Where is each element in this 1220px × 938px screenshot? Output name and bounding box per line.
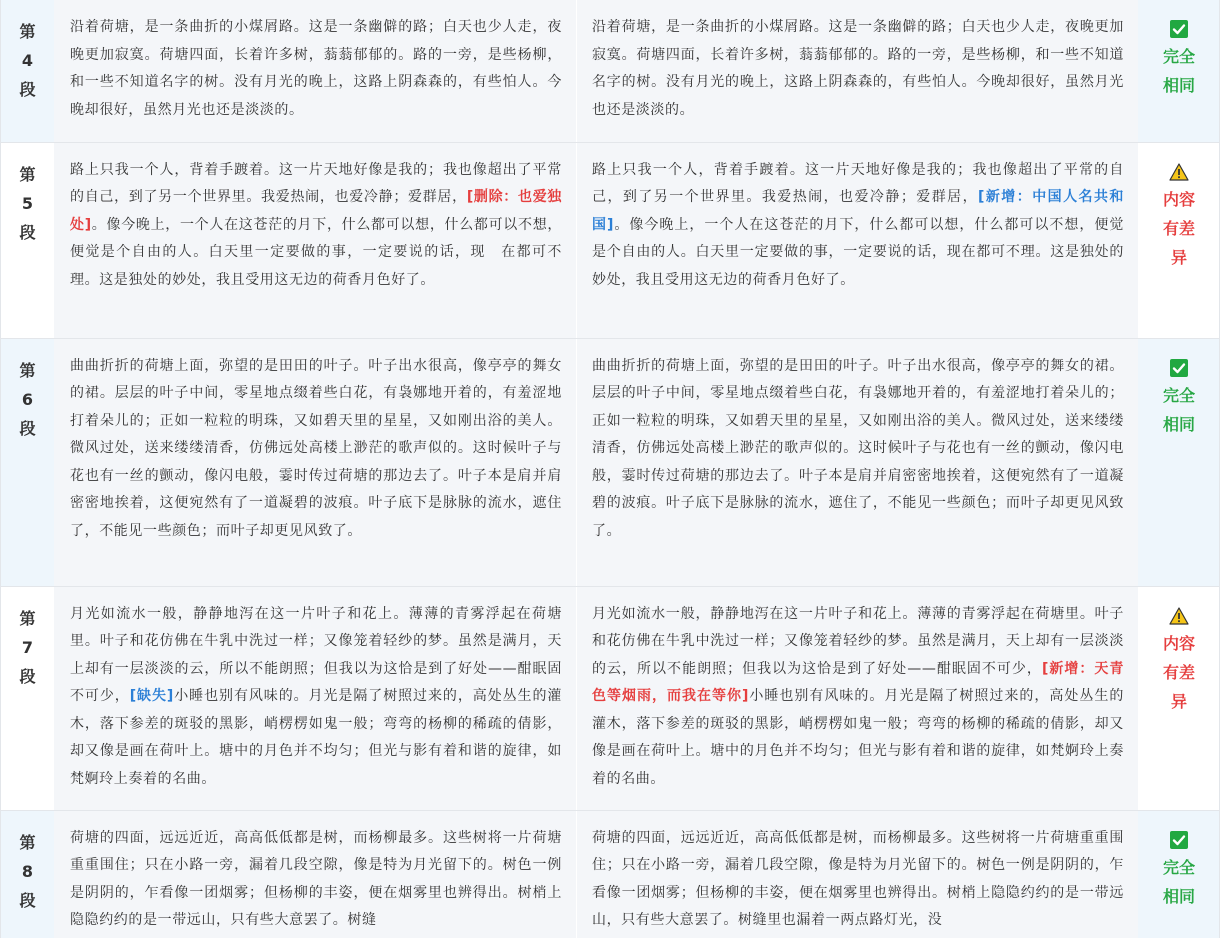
table-row <box>1 338 1220 586</box>
status-badge: 完全相同 <box>1162 47 1195 95</box>
original-paragraph: 月光如流水一般，静静地泻在这一片叶子和花上。薄薄的青雾浮起在荷塘里。叶子和花仿佛在牛乳中洗过一样；又像笼着轻纱的梦。虽然是满月，天上却有一层淡淡的云，所以不能朗照；但我以为这恰是到了好处——酣眠固不可少，[缺失]小睡也别有风味的。月光是隔了树照过来的，高处丛生的灌木，落下参差的斑驳的黑影，峭楞楞如鬼一般；弯弯的杨柳的稀疏的倩影，却又像是画在荷叶上。塘中的月色并不均匀；但光与影有着和谐的旋律，如梵婀玲上奏着的名曲。 <box>70 605 562 787</box>
original-paragraph: 路上只我一个人，背着手踱着。这一片天地好像是我的；我也像超出了平常的自己，到了另一个世界里。我爱热闹，也爱冷静；爱群居，[删除：也爱独处]。像今晚上，一个人在这苍茫的月下，什么都可以想，什么都可以不想，便觉是个自由的人。白天里一定要做的事，一定要说的话，现 在都可不理。这是独处的妙处，我且受用这无边的荷香月色好了。 <box>70 161 562 288</box>
check-icon <box>1169 358 1189 378</box>
missing-tag: [缺失] <box>129 688 174 704</box>
compared-paragraph: 曲曲折折的荷塘上面，弥望的是田田的叶子。叶子出水很高，像亭亭的舞女的裙。层层的叶子中间，零星地点缀着些白花，有袅娜地开着的，有羞涩地打着朵儿的；正如一粒粒的明珠，又如碧天里的星星，又如刚出浴的美人。微风过处，送来缕缕清香，仿佛远处高楼上渺茫的歌声似的。这时候叶子与花也有一丝的颤动，像闪电般，霎时传过荷塘的那边去了。叶子本是肩并肩密密地挨着，这便宛然有了一道凝碧的波痕。叶子底下是脉脉的流水，遮住了，不能见一些颜色；而叶子却更见风致了。 <box>592 357 1124 539</box>
original-paragraph: 荷塘的四面，远远近近，高高低低都是树，而杨柳最多。这些树将一片荷塘重重围住；只在小路一旁，漏着几段空隙，像是特为月光留下的。树色一例是阴阴的，乍看像一团烟雾；但杨柳的丰姿，便在烟雾里也辨得出。树梢上隐隐约约的是一带远山，只有些大意罢了。树缝 <box>70 829 562 928</box>
paragraph-index: 第4段 <box>19 22 36 99</box>
addition-tag: [新增：中国人名共和国] <box>592 189 1124 233</box>
check-icon <box>1169 19 1189 39</box>
compared-paragraph: 沿着荷塘，是一条曲折的小煤屑路。这是一条幽僻的路；白天也少人走，夜晚更加寂寞。荷塘四面，长着许多树，蓊蓊郁郁的。路的一旁，是些杨柳，和一些不知道名字的树。没有月光的晚上，这路上阴森森的，有些怕人。今晚却很好，虽然月光也还是淡淡的。 <box>592 19 1124 118</box>
addition-tag: [新增：天青色等烟雨，而我在等你] <box>592 660 1125 704</box>
warning-icon <box>1169 606 1189 626</box>
deletion-tag: [删除：也爱独处] <box>70 189 562 233</box>
compared-paragraph: 月光如流水一般，静静地泻在这一片叶子和花上。薄薄的青雾浮起在荷塘里。叶子和花仿佛在牛乳中洗过一样；又像笼着轻纱的梦。虽然是满月，天上却有一层淡淡的云，所以不能朗照；但我以为这恰是到了好处——酣眠固不可少，[新增：天青色等烟雨，而我在等你]小睡也别有风味的。月光是隔了树照过来的，高处丛生的灌木，落下参差的斑驳的黑影，峭楞楞如鬼一般；弯弯的杨柳的稀疏的倩影，却又像是画在荷叶上。塘中的月色并不均匀；但光与影有着和谐的旋律，如梵婀玲上奏着的名曲。 <box>592 605 1125 787</box>
paragraph-index: 第5段 <box>19 164 36 242</box>
paragraph-index: 第7段 <box>19 608 36 686</box>
table-row <box>1 810 1220 938</box>
table-row <box>1 142 1220 338</box>
warning-icon <box>1169 162 1189 182</box>
table-row <box>1 0 1220 142</box>
status-badge: 内容有差异 <box>1162 633 1195 711</box>
status-badge: 内容有差异 <box>1162 189 1195 267</box>
original-paragraph: 沿着荷塘，是一条曲折的小煤屑路。这是一条幽僻的路；白天也少人走，夜晚更加寂寞。荷塘四面，长着许多树，蓊蓊郁郁的。路的一旁，是些杨柳，和一些不知道名字的树。没有月光的晚上，这路上阴森森的，有些怕人。今晚却很好，虽然月光也还是淡淡的。 <box>70 19 562 118</box>
paragraph-index: 第6段 <box>19 360 36 438</box>
original-paragraph: 曲曲折折的荷塘上面，弥望的是田田的叶子。叶子出水很高，像亭亭的舞女的裙。层层的叶子中间，零星地点缀着些白花，有袅娜地开着的，有羞涩地打着朵儿的；正如一粒粒的明珠，又如碧天里的星星，又如刚出浴的美人。微风过处，送来缕缕清香，仿佛远处高楼上渺茫的歌声似的。这时候叶子与花也有一丝的颤动，像闪电般，霎时传过荷塘的那边去了。叶子本是肩并肩密密地挨着，这便宛然有了一道凝碧的波痕。叶子底下是脉脉的流水，遮住了，不能见一些颜色；而叶子却更见风致了。 <box>70 357 562 539</box>
check-icon <box>1169 830 1189 850</box>
compared-paragraph: 路上只我一个人，背着手踱着。这一片天地好像是我的；我也像超出了平常的自己，到了另一个世界里。我爱热闹，也爱冷静；爱群居，[新增：中国人名共和国]。像今晚上，一个人在这苍茫的月下，什么都可以想，什么都可以不想，便觉是个自由的人。白天里一定要做的事，一定要说的话，现在都可不理。这是独处的妙处，我且受用这无边的荷香月色好了。 <box>592 161 1124 288</box>
paragraph-index: 第8段 <box>19 832 36 910</box>
status-badge: 完全相同 <box>1162 857 1195 906</box>
compared-paragraph: 荷塘的四面，远远近近，高高低低都是树，而杨柳最多。这些树将一片荷塘重重围住；只在小路一旁，漏着几段空隙，像是特为月光留下的。树色一例是阴阴的，乍看像一团烟雾；但杨柳的丰姿，便在烟雾里也辨得出。树梢上隐隐约约的是一带远山，只有些大意罢了。树缝里也漏着一两点路灯光，没 <box>592 829 1124 928</box>
comparison-table <box>1 0 1220 938</box>
table-row <box>1 586 1220 810</box>
status-badge: 完全相同 <box>1162 385 1195 434</box>
